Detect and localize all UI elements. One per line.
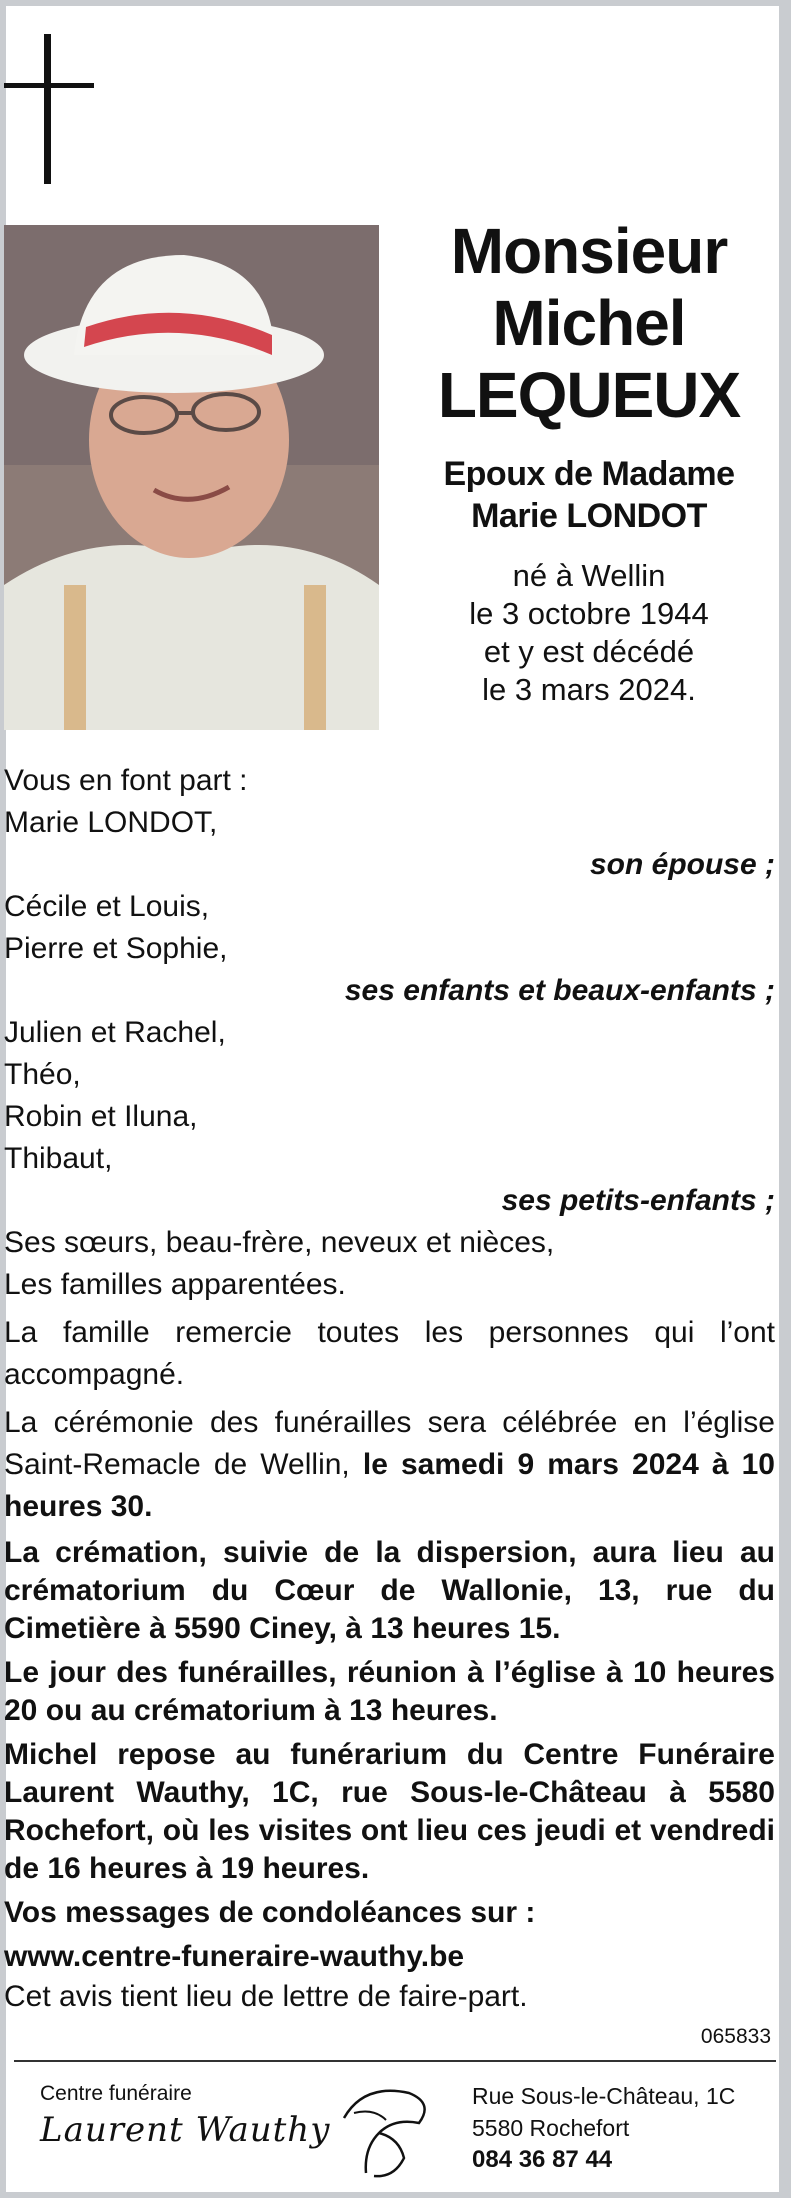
spouse-line-2: Marie LONDOT <box>471 497 707 535</box>
family-member: Cécile et Louis, <box>4 890 210 923</box>
spouse-line-1: Epoux de Madame <box>443 455 735 493</box>
phone-number: 084 36 87 44 <box>472 2146 613 2173</box>
family-member: Julien et Rachel, <box>4 1016 226 1049</box>
family-member: Marie LONDOT, <box>4 806 218 839</box>
death-line-1: et y est décédé <box>483 634 695 669</box>
footer-divider <box>14 2060 776 2062</box>
funeral-home-name: Laurent Wauthy <box>40 2110 331 2150</box>
birth-line-2: le 3 octobre 1944 <box>469 596 709 631</box>
family-member: Robin et Iluna, <box>4 1100 198 1133</box>
notice-reference: 065833 <box>700 2025 771 2048</box>
relation-label: son épouse ; <box>589 848 775 881</box>
ceremony-text: La cérémonie des funérailles sera célébrée en l’église Saint-Remacle de Wellin, <box>4 1406 775 1481</box>
relation-label: ses enfants et beaux-enfants ; <box>344 974 775 1007</box>
family-member: Thibaut, <box>4 1142 113 1175</box>
deceased-last-name: LEQUEUX <box>437 359 741 431</box>
address-city: 5580 Rochefort <box>472 2115 630 2141</box>
family-member: Les familles apparentées. <box>4 1268 346 1301</box>
relation-label: ses petits-enfants ; <box>501 1184 775 1217</box>
deceased-first-name: Michel <box>492 287 686 359</box>
family-member: Pierre et Sophie, <box>4 932 228 965</box>
address-street: Rue Sous-le-Château, 1C <box>472 2083 736 2109</box>
deceased-title: Monsieur <box>450 215 728 287</box>
funeral-home-label: Centre funéraire <box>40 2082 192 2105</box>
funerarium-paragraph: Michel repose au funérarium du Centre Funéraire Laurent Wauthy, 1C, rue Sous-le-Château à 5580 Rochefort, où les visites ont lieu ces jeudi et vendredi de 16 heures à 19 heures. <box>4 1738 775 1885</box>
reunion-paragraph: Le jour des funérailles, réunion à l’église à 10 heures 20 ou au crématorium à 13 heures. <box>4 1656 775 1727</box>
family-member: Ses sœurs, beau-frère, neveux et nièces, <box>4 1226 555 1259</box>
portrait-photo <box>4 225 379 730</box>
cross-icon <box>4 34 94 184</box>
funeral-home-footer <box>14 2068 776 2188</box>
death-line-2: le 3 mars 2024. <box>482 672 696 707</box>
calla-lily-logo-icon <box>324 2078 444 2182</box>
notice-body <box>4 760 775 2018</box>
condolences-link[interactable]: www.centre-funeraire-wauthy.be <box>4 1940 465 1973</box>
ceremony-datetime: le samedi 9 mars 2024 à 10 heures 30. <box>4 1448 775 1523</box>
closing-line: Cet avis tient lieu de lettre de faire-part. <box>4 1980 528 2013</box>
birth-line-1: né à Wellin <box>512 558 666 593</box>
intro-line: Vous en font part : <box>4 764 248 797</box>
family-member: Théo, <box>4 1058 81 1091</box>
cremation-paragraph: La crémation, suivie de la dispersion, aura lieu au crématorium du Cœur de Wallonie, 13, rue du Cimetière à 5590 Ciney, à 13 heures 15. <box>4 1536 775 1645</box>
thanks-paragraph: La famille remercie toutes les personnes qui l’ont accompagné. <box>4 1316 775 1391</box>
ceremony-paragraph <box>4 1402 775 1528</box>
condolences-label: Vos messages de condoléances sur : <box>4 1896 536 1929</box>
